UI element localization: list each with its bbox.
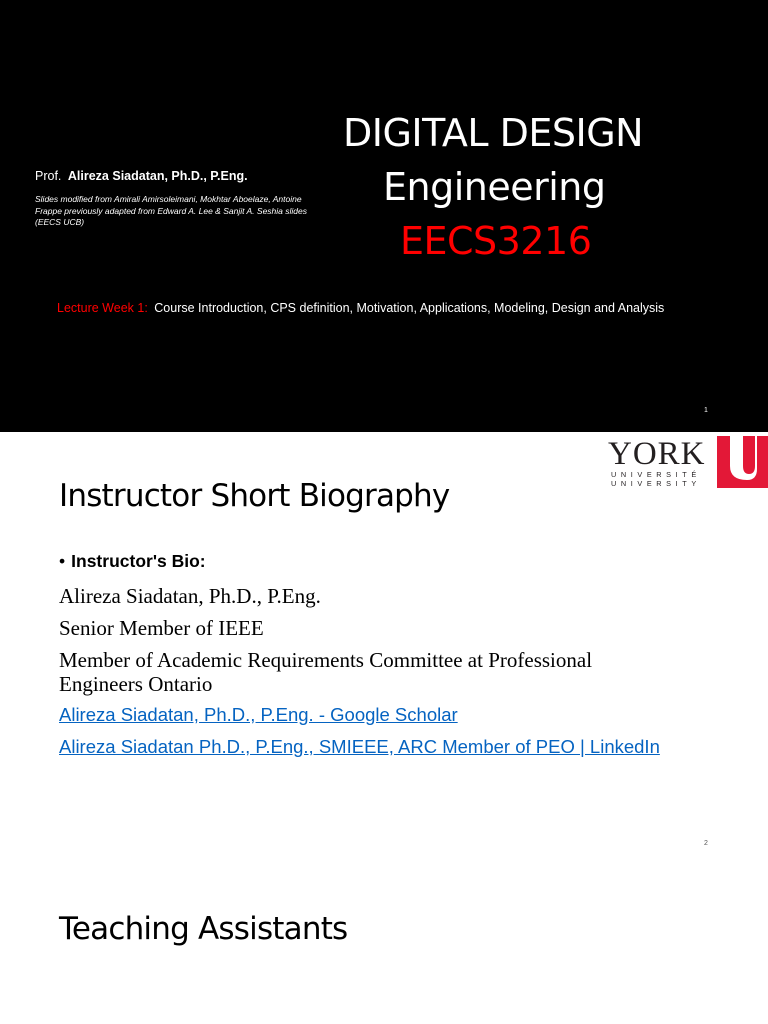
slide-number-2: 2 bbox=[704, 840, 708, 847]
logo-u-shape bbox=[717, 436, 768, 488]
bio-committee-cont: Engineers Ontario bbox=[59, 672, 213, 696]
title-slide bbox=[0, 0, 768, 432]
logo-u-icon bbox=[717, 436, 768, 488]
lecture-topics: Course Introduction, CPS definition, Motivation, Applications, Modeling, Design and Analysis bbox=[154, 301, 665, 315]
york-university-logo bbox=[608, 436, 768, 492]
bio-name: Alireza Siadatan, Ph.D., P.Eng. bbox=[59, 584, 321, 608]
teaching-assistants-title: Teaching Assistants bbox=[59, 911, 348, 947]
logo-university-text bbox=[611, 470, 701, 488]
logo-university: UNIVERSITY bbox=[611, 479, 701, 488]
bullet-dot: • bbox=[59, 551, 66, 571]
professor-line bbox=[35, 169, 248, 183]
google-scholar-link[interactable]: Alireza Siadatan, Ph.D., P.Eng. - Google Scholar bbox=[59, 704, 458, 725]
linkedin-link[interactable]: Alireza Siadatan Ph.D., P.Eng., SMIEEE, ARC Member of PEO | LinkedIn bbox=[59, 736, 660, 757]
course-title-line2: Engineering bbox=[383, 165, 606, 209]
bio-bullet bbox=[59, 551, 206, 572]
slide-number: 1 bbox=[704, 407, 708, 414]
bio-committee: Member of Academic Requirements Committee at Professional bbox=[59, 648, 593, 672]
logo-york-text: YORK bbox=[608, 436, 706, 472]
professor-prefix: Prof. bbox=[35, 169, 62, 183]
biography-title: Instructor Short Biography bbox=[59, 478, 450, 514]
lecture-label: Lecture Week 1: bbox=[57, 301, 148, 315]
course-code: EECS3216 bbox=[400, 219, 592, 263]
slide-credit: Slides modified from Amirali Amirsoleimani, Mokhtar Aboelaze, Antoine Frappe previously adapted from Edward A. Lee & Sanjit A. Seshia slides (EECS UCB) bbox=[35, 194, 307, 227]
lecture-line bbox=[57, 301, 664, 315]
bio-ieee: Senior Member of IEEE bbox=[59, 616, 264, 640]
professor-name: Alireza Siadatan, Ph.D., P.Eng. bbox=[67, 169, 248, 183]
course-title-line1: DIGITAL DESIGN bbox=[343, 111, 644, 155]
logo-universite: UNIVERSITÉ bbox=[611, 470, 701, 479]
bio-bullet-label: Instructor's Bio: bbox=[71, 551, 206, 571]
